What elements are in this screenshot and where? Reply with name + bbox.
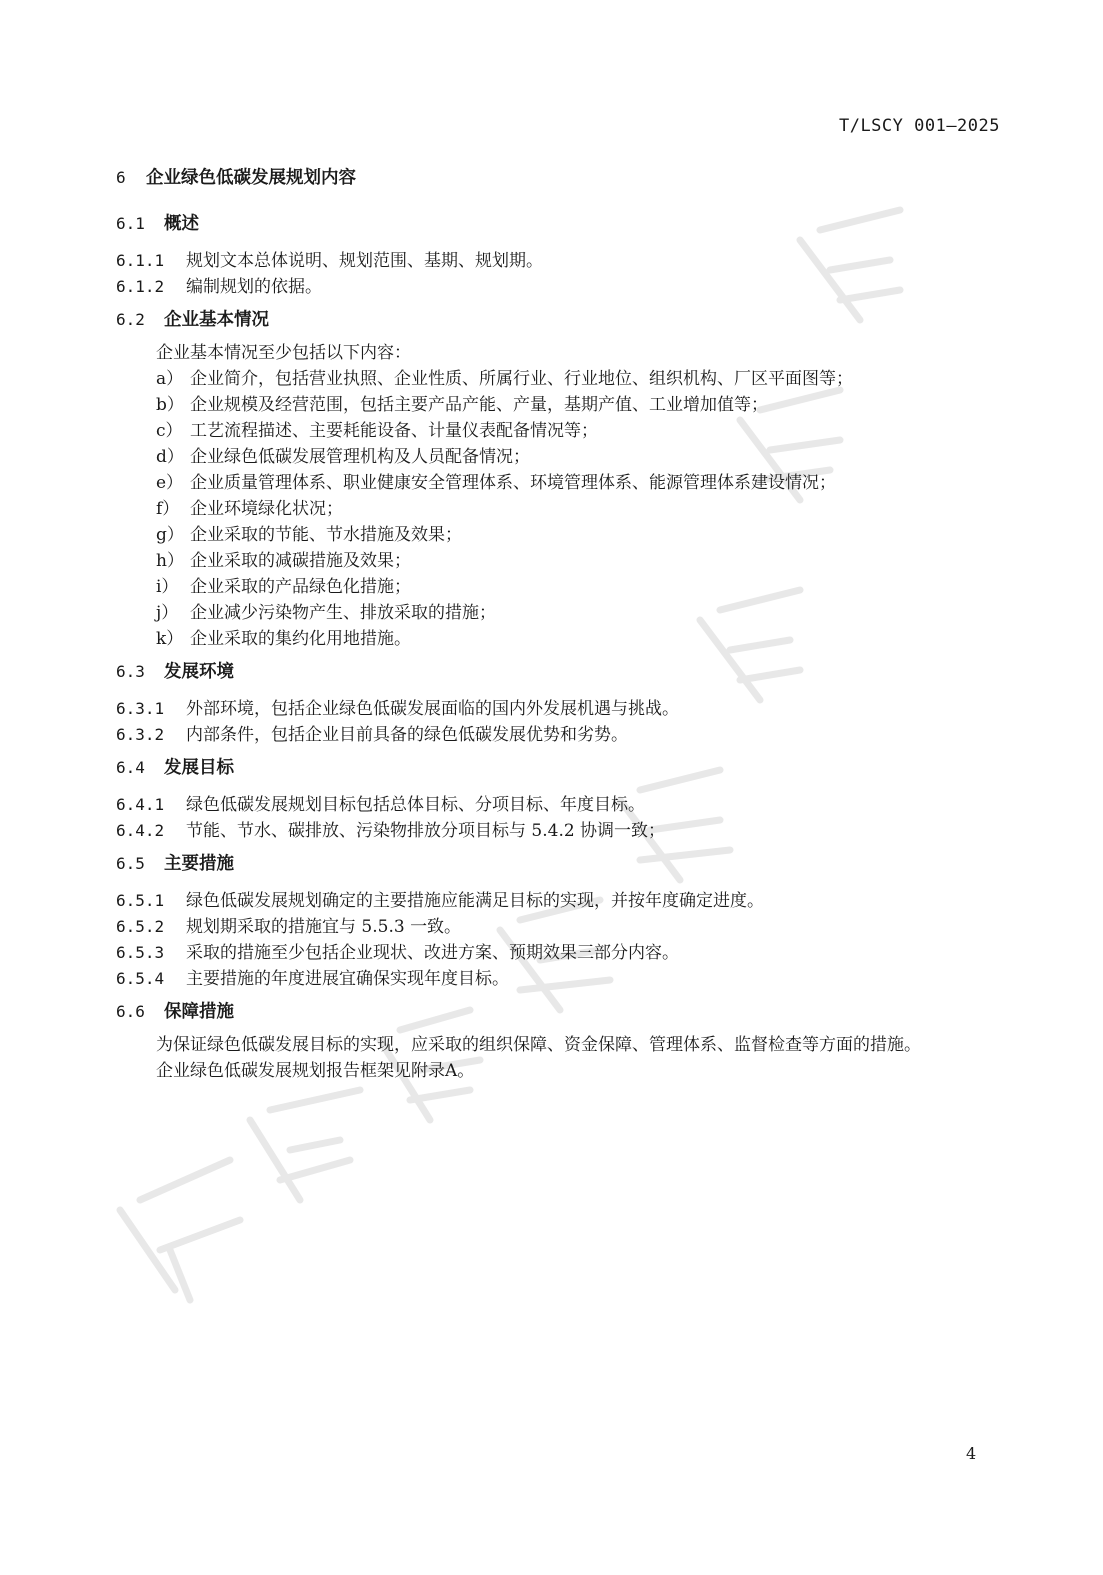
list-item-label: i）: [156, 577, 179, 597]
list-item-label: b）: [156, 395, 184, 415]
list-item-text: 企业减少污染物产生、排放采取的措施；: [190, 603, 496, 623]
list-item-label: c）: [156, 421, 183, 441]
list-item-label: j）: [156, 603, 179, 623]
section-heading-6-2: [116, 306, 1002, 334]
list-item: [116, 600, 1002, 626]
section-number: 6: [116, 168, 126, 187]
clause-6-1-2: [116, 274, 1002, 300]
clause-text: 节能、节水、碳排放、污染物排放分项目标与 5.4.2 协调一致；: [186, 821, 666, 841]
clause-number: 6.1.2: [116, 277, 165, 296]
section-heading-6-5: [116, 850, 1002, 878]
list-item-text: 企业采取的产品绿色化措施；: [190, 577, 411, 597]
section-title: 企业基本情况: [164, 310, 269, 330]
section-heading-6-6: [116, 998, 1002, 1026]
clause-number: 6.4.2: [116, 821, 165, 840]
paragraph-appendix-ref: 企业绿色低碳发展规划报告框架见附录A。: [156, 1061, 475, 1081]
list-item: [116, 496, 1002, 522]
section-title: 企业绿色低碳发展规划内容: [146, 168, 356, 188]
list-item-label: g）: [156, 525, 184, 545]
clause-6-4-1: [116, 792, 1002, 818]
section-heading-6: [116, 164, 1002, 192]
clause-number: 6.5.3: [116, 943, 165, 962]
list-item-label: e）: [156, 473, 184, 493]
list-item: [116, 548, 1002, 574]
section-title: 保障措施: [164, 1002, 234, 1022]
document-body: [116, 164, 1002, 1084]
paragraph-guarantee: 为保证绿色低碳发展目标的实现，应采取的组织保障、资金保障、管理体系、监督检查等方面的措施。: [156, 1035, 921, 1055]
section-number: 6.5: [116, 854, 145, 873]
section-heading-6-4: [116, 754, 1002, 782]
section-title: 概述: [164, 214, 199, 234]
list-item: [116, 392, 1002, 418]
list-item-text: 企业质量管理体系、职业健康安全管理体系、环境管理体系、能源管理体系建设情况；: [190, 473, 836, 493]
section-number: 6.4: [116, 758, 145, 777]
section-number: 6.2: [116, 310, 145, 329]
document-code: T/LSCY 001—2025: [838, 116, 1000, 136]
list-item-text: 企业采取的减碳措施及效果；: [190, 551, 411, 571]
basic-info-list: [116, 366, 1002, 652]
list-item-text: 企业环境绿化状况；: [190, 499, 343, 519]
list-item: [116, 470, 1002, 496]
clause-text: 主要措施的年度进展宜确保实现年度目标。: [186, 969, 509, 989]
clause-number: 6.5.1: [116, 891, 165, 910]
section-title: 主要措施: [164, 854, 234, 874]
list-item-label: f）: [156, 499, 180, 519]
clause-text: 内部条件，包括企业目前具备的绿色低碳发展优势和劣势。: [186, 725, 628, 745]
list-item-label: d）: [156, 447, 184, 467]
section-title: 发展目标: [164, 758, 234, 778]
section-number: 6.3: [116, 662, 145, 681]
list-item: [116, 522, 1002, 548]
clause-text: 规划文本总体说明、规划范围、基期、规划期。: [186, 251, 543, 271]
clause-6-5-1: [116, 888, 1002, 914]
section-number: 6.1: [116, 214, 145, 233]
section-number: 6.6: [116, 1002, 145, 1021]
clause-number: 6.1.1: [116, 251, 165, 270]
section-heading-6-1: [116, 210, 1002, 238]
clause-6-3-1: [116, 696, 1002, 722]
list-item: [116, 574, 1002, 600]
list-item-text: 企业采取的节能、节水措施及效果；: [190, 525, 462, 545]
clause-6-5-4: [116, 966, 1002, 992]
list-item: [116, 626, 1002, 652]
list-item: [116, 366, 1002, 392]
clause-number: 6.5.4: [116, 969, 165, 988]
clause-number: 6.4.1: [116, 795, 165, 814]
list-item-text: 企业绿色低碳发展管理机构及人员配备情况；: [190, 447, 530, 467]
clause-text: 绿色低碳发展规划确定的主要措施应能满足目标的实现，并按年度确定进度。: [186, 891, 764, 911]
clause-text: 绿色低碳发展规划目标包括总体目标、分项目标、年度目标。: [186, 795, 645, 815]
list-item-text: 企业采取的集约化用地措施。: [190, 629, 411, 649]
clause-6-5-2: [116, 914, 1002, 940]
list-item: [116, 418, 1002, 444]
clause-text: 编制规划的依据。: [186, 277, 322, 297]
list-item: [116, 444, 1002, 470]
clause-text: 外部环境，包括企业绿色低碳发展面临的国内外发展机遇与挑战。: [186, 699, 679, 719]
clause-number: 6.3.1: [116, 699, 165, 718]
clause-text: 采取的措施至少包括企业现状、改进方案、预期效果三部分内容。: [186, 943, 679, 963]
intro-text: 企业基本情况至少包括以下内容：: [156, 343, 411, 363]
clause-number: 6.3.2: [116, 725, 165, 744]
section-heading-6-3: [116, 658, 1002, 686]
list-item-label: h）: [156, 551, 184, 571]
clause-number: 6.5.2: [116, 917, 165, 936]
clause-text: 规划期采取的措施宜与 5.5.3 一致。: [186, 917, 462, 937]
clause-6-3-2: [116, 722, 1002, 748]
section-title: 发展环境: [164, 662, 234, 682]
list-item-label: a）: [156, 369, 184, 389]
list-item-text: 工艺流程描述、主要耗能设备、计量仪表配备情况等；: [190, 421, 598, 441]
clause-6-1-1: [116, 248, 1002, 274]
list-item-text: 企业规模及经营范围，包括主要产品产能、产量，基期产值、工业增加值等；: [190, 395, 768, 415]
page-number: 4: [966, 1444, 977, 1463]
list-item-label: k）: [156, 629, 184, 649]
clause-6-5-3: [116, 940, 1002, 966]
list-item-text: 企业简介，包括营业执照、企业性质、所属行业、行业地位、组织机构、厂区平面图等；: [190, 369, 853, 389]
clause-6-4-2: [116, 818, 1002, 844]
